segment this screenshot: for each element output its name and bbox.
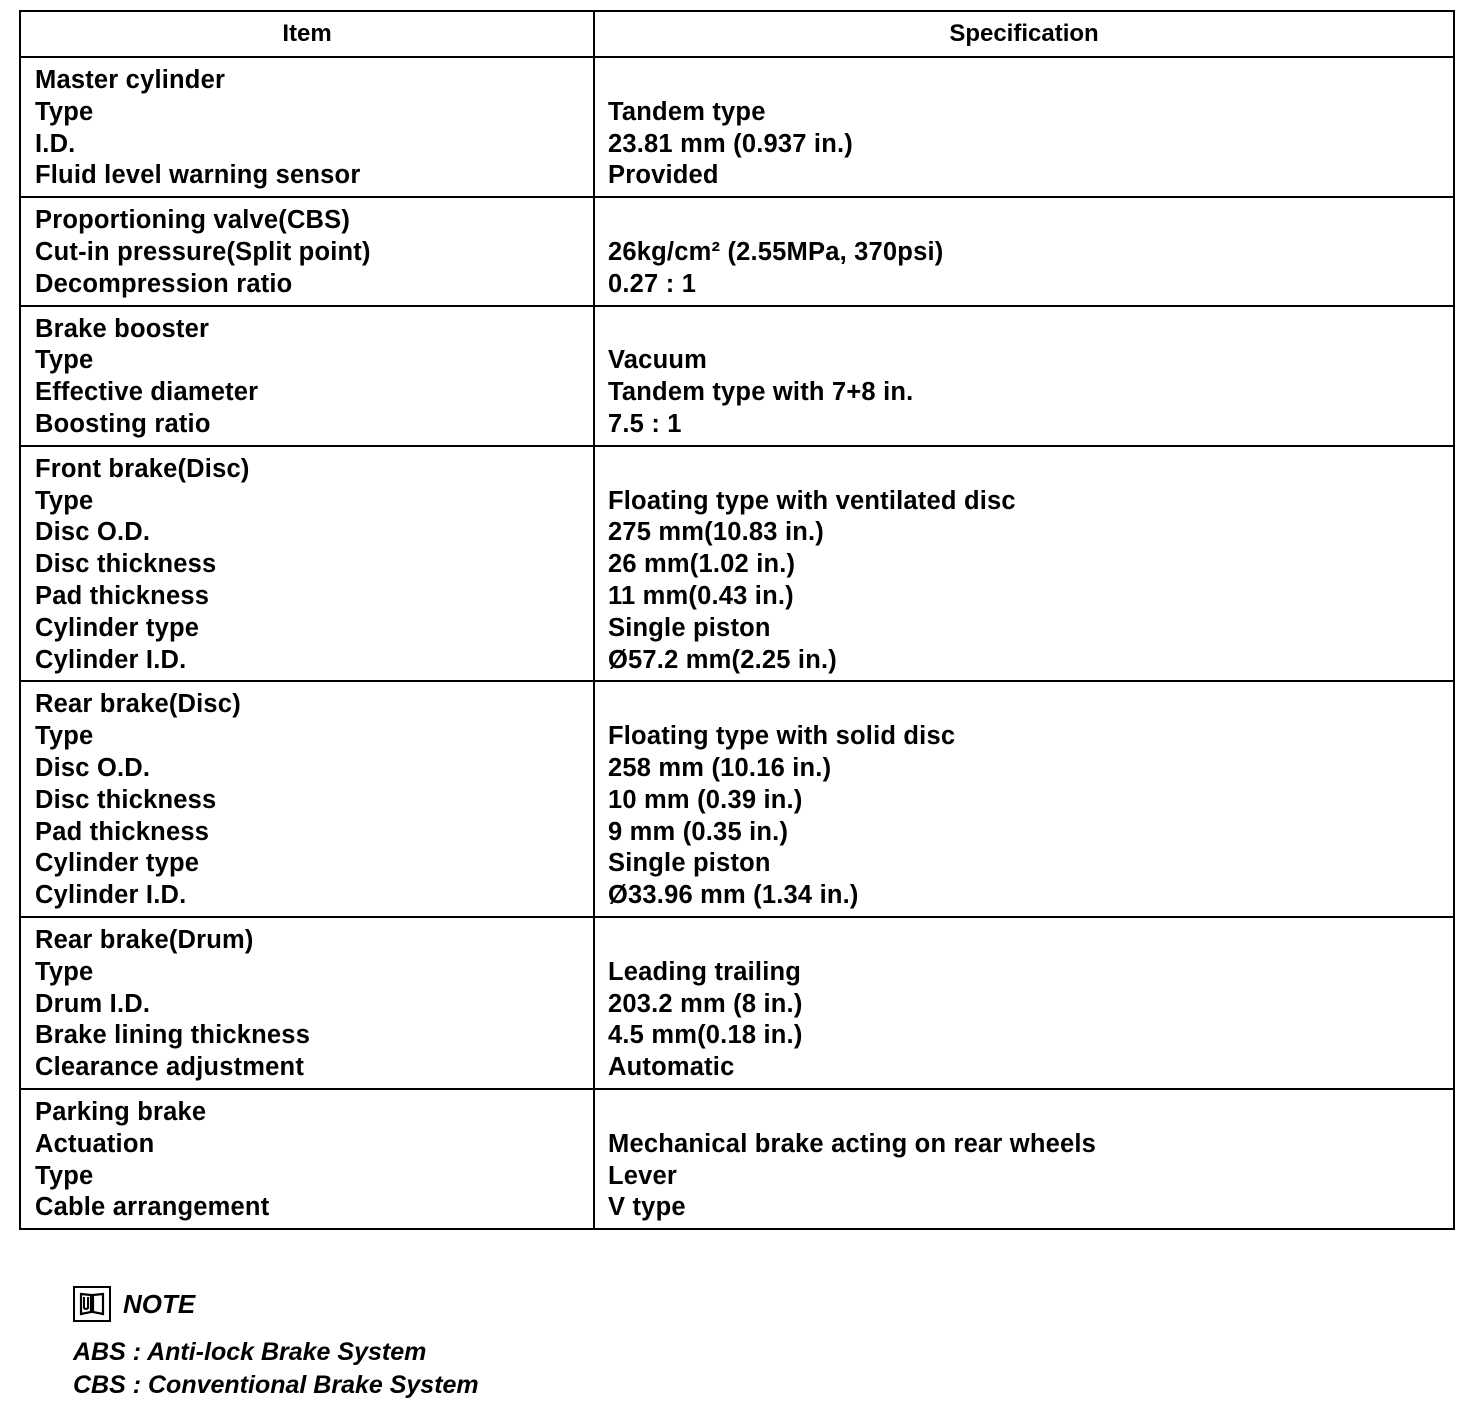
spec-value: Single piston bbox=[608, 849, 771, 878]
spec-value: 258 mm (10.16 in.) bbox=[608, 753, 832, 782]
note-section bbox=[73, 1284, 479, 1402]
spec-value: Tandem type bbox=[608, 97, 766, 126]
spec-value: V type bbox=[608, 1193, 686, 1222]
item-label: Type bbox=[35, 97, 94, 126]
item-label: Fluid level warning sensor bbox=[35, 161, 361, 190]
item-cell bbox=[20, 306, 594, 446]
specification-cell bbox=[594, 1089, 1454, 1229]
table-row bbox=[20, 681, 1454, 917]
table-row bbox=[20, 57, 1454, 197]
item-label: Cylinder type bbox=[35, 613, 200, 642]
item-label: Type bbox=[35, 1161, 94, 1190]
spec-value: Ø33.96 mm (1.34 in.) bbox=[608, 881, 859, 910]
item-label: Decompression ratio bbox=[35, 269, 293, 298]
spec-value: Vacuum bbox=[608, 346, 707, 375]
item-label: I.D. bbox=[35, 129, 76, 158]
note-header bbox=[73, 1284, 479, 1324]
item-label: Disc thickness bbox=[35, 550, 217, 579]
table-row bbox=[20, 446, 1454, 682]
specification-cell bbox=[594, 57, 1454, 197]
spec-value: 10 mm (0.39 in.) bbox=[608, 785, 803, 814]
table-row bbox=[20, 917, 1454, 1089]
item-label: Boosting ratio bbox=[35, 409, 211, 438]
note-line-cbs: CBS : Conventional Brake System bbox=[73, 1371, 479, 1399]
table-body bbox=[20, 57, 1454, 1229]
group-title: Parking brake bbox=[35, 1097, 207, 1126]
item-cell bbox=[20, 446, 594, 682]
table-row bbox=[20, 197, 1454, 305]
item-label: Cable arrangement bbox=[35, 1193, 270, 1222]
header-item: Item bbox=[20, 11, 594, 57]
spec-value: Floating type with solid disc bbox=[608, 722, 956, 751]
item-cell bbox=[20, 1089, 594, 1229]
table-header-row bbox=[20, 11, 1454, 57]
spec-value: Floating type with ventilated disc bbox=[608, 486, 1016, 515]
table-row bbox=[20, 306, 1454, 446]
item-label: Disc O.D. bbox=[35, 518, 151, 547]
spec-value: 23.81 mm (0.937 in.) bbox=[608, 129, 853, 158]
specification-cell bbox=[594, 306, 1454, 446]
group-title: Master cylinder bbox=[35, 66, 226, 94]
spec-value: Mechanical brake acting on rear wheels bbox=[608, 1129, 1097, 1158]
note-title: NOTE bbox=[123, 1288, 196, 1319]
header-specification: Specification bbox=[594, 11, 1454, 57]
spec-value: 4.5 mm(0.18 in.) bbox=[608, 1021, 803, 1050]
item-label: Cylinder I.D. bbox=[35, 645, 187, 674]
item-label: Pad thickness bbox=[35, 581, 210, 610]
item-label: Cylinder I.D. bbox=[35, 881, 187, 910]
group-title: Rear brake(Disc) bbox=[35, 690, 241, 719]
specification-cell bbox=[594, 446, 1454, 682]
brake-specification-table bbox=[19, 10, 1455, 1230]
item-label: Actuation bbox=[35, 1129, 155, 1158]
spec-value: 11 mm(0.43 in.) bbox=[608, 581, 794, 610]
item-label: Cylinder type bbox=[35, 849, 200, 878]
item-label: Disc O.D. bbox=[35, 753, 151, 782]
item-label: Type bbox=[35, 957, 94, 986]
item-cell bbox=[20, 197, 594, 305]
spec-value: 7.5 : 1 bbox=[608, 409, 682, 438]
spec-value: Ø57.2 mm(2.25 in.) bbox=[608, 645, 837, 674]
spec-value: 26kg/cm² (2.55MPa, 370psi) bbox=[608, 237, 944, 266]
item-label: Pad thickness bbox=[35, 817, 210, 846]
spec-value: 0.27 : 1 bbox=[608, 269, 697, 298]
spec-spacer bbox=[608, 454, 1453, 486]
spec-value: Single piston bbox=[608, 613, 771, 642]
item-label: Disc thickness bbox=[35, 785, 217, 814]
item-label: Type bbox=[35, 486, 94, 515]
group-title: Proportioning valve(CBS) bbox=[35, 206, 351, 235]
item-cell bbox=[20, 57, 594, 197]
note-lines bbox=[73, 1336, 479, 1402]
spec-value: Lever bbox=[608, 1161, 678, 1190]
item-label: Type bbox=[35, 346, 94, 375]
spec-value: 275 mm(10.83 in.) bbox=[608, 518, 825, 547]
spec-value: Automatic bbox=[608, 1053, 735, 1082]
specification-cell bbox=[594, 681, 1454, 917]
group-title: Front brake(Disc) bbox=[35, 454, 250, 483]
spec-spacer bbox=[608, 205, 1453, 237]
spec-value: Tandem type with 7+8 in. bbox=[608, 378, 914, 407]
spec-spacer bbox=[608, 689, 1453, 721]
note-line-abs: ABS : Anti-lock Brake System bbox=[73, 1338, 427, 1366]
spec-value: 203.2 mm (8 in.) bbox=[608, 989, 803, 1018]
specification-cell bbox=[594, 917, 1454, 1089]
table-row bbox=[20, 1089, 1454, 1229]
item-label: Clearance adjustment bbox=[35, 1053, 305, 1082]
spec-value: 26 mm(1.02 in.) bbox=[608, 550, 796, 579]
item-label: Effective diameter bbox=[35, 378, 259, 407]
spec-value: Provided bbox=[608, 161, 719, 190]
item-cell bbox=[20, 681, 594, 917]
spec-value: Leading trailing bbox=[608, 957, 802, 986]
item-label: Cut-in pressure(Split point) bbox=[35, 237, 371, 266]
specification-cell bbox=[594, 197, 1454, 305]
group-title: Rear brake(Drum) bbox=[35, 925, 254, 954]
spec-value: 9 mm (0.35 in.) bbox=[608, 817, 789, 846]
spec-spacer bbox=[608, 65, 1453, 97]
spec-spacer bbox=[608, 1097, 1453, 1129]
item-label: Drum I.D. bbox=[35, 989, 151, 1018]
group-title: Brake booster bbox=[35, 314, 210, 343]
spec-spacer bbox=[608, 314, 1453, 346]
item-label: Brake lining thickness bbox=[35, 1021, 311, 1050]
spec-spacer bbox=[608, 925, 1453, 957]
book-icon bbox=[73, 1286, 111, 1322]
item-label: Type bbox=[35, 722, 94, 751]
item-cell bbox=[20, 917, 594, 1089]
